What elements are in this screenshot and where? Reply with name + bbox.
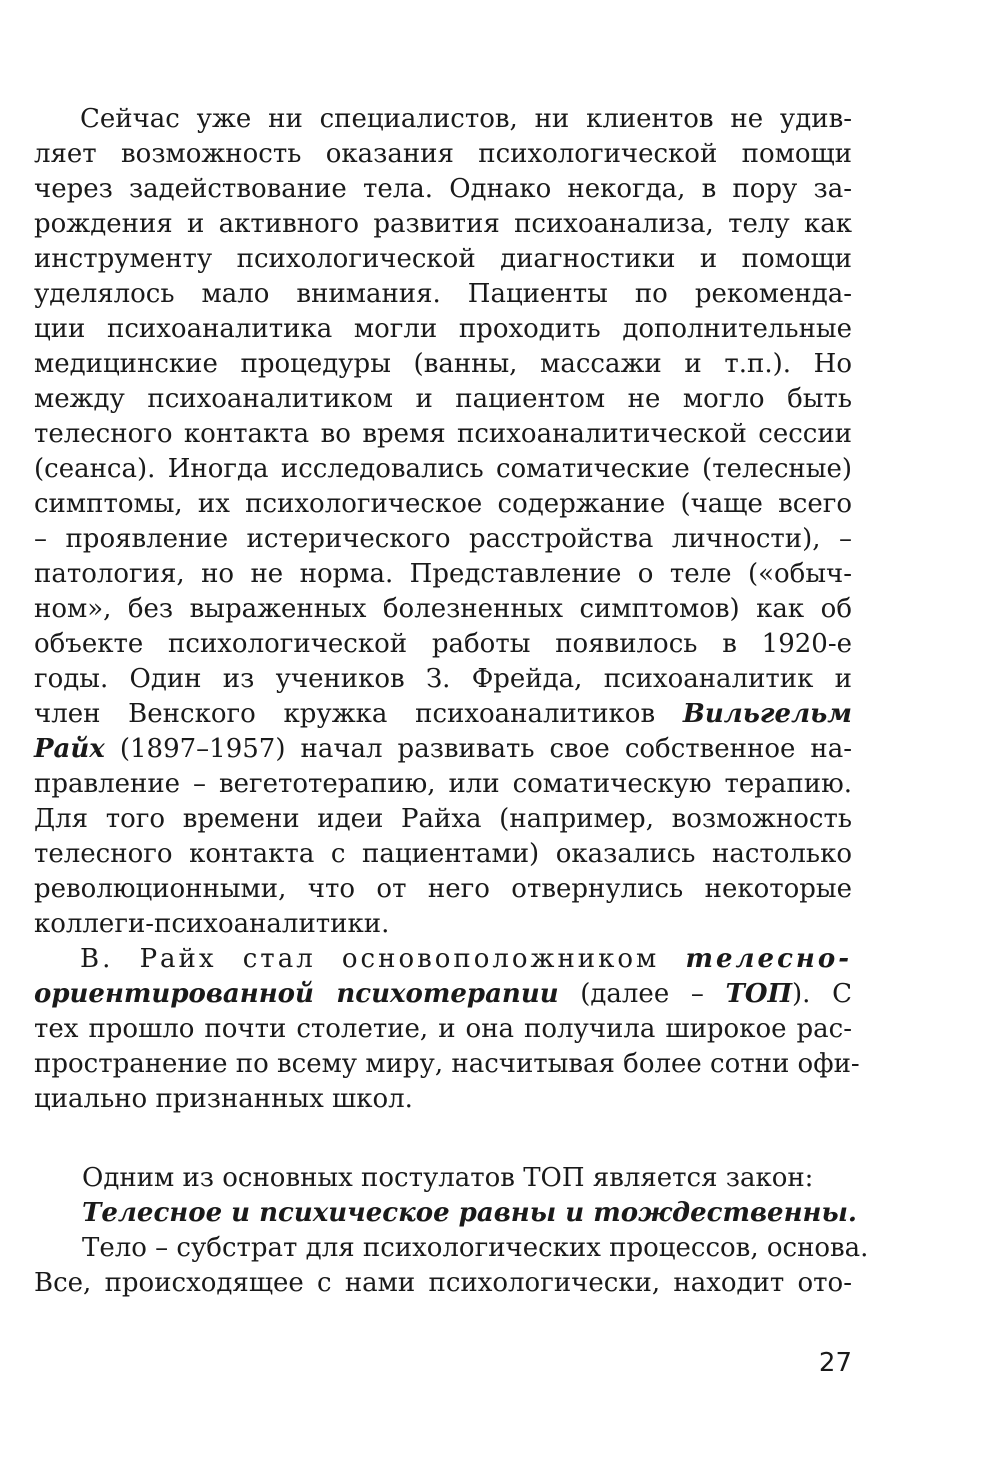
law-section <box>34 1161 869 1301</box>
emphasized-abbreviation: ТОП <box>725 979 793 1009</box>
text-line <box>34 697 852 732</box>
emphasized-term: ориентированной психотерапии <box>34 979 559 1009</box>
text-line: Одним из основных постулатов ТОП является закон: <box>82 1163 814 1193</box>
emphasized-term: телесно- <box>685 944 852 974</box>
text-line: симптомы, их психологическое содержание (чаще всего <box>34 489 852 519</box>
text-line: Все, происходящее с нами психологически, находит ото- <box>34 1268 852 1298</box>
emphasized-name: Райх <box>34 734 105 764</box>
text-line: (сеанса). Иногда исследовались соматические (телесные) <box>34 454 852 484</box>
text-line: телесного контакта с пациентами) оказались настолько <box>34 839 852 869</box>
text-line: тех прошло почти столетие, и она получила широкое рас- <box>34 1014 852 1044</box>
text-line: годы. Один из учеников З. Фрейда, психоаналитик и <box>34 664 852 694</box>
page-number: 27 <box>818 1348 852 1378</box>
text-line: инструменту психологической диагностики и помощи <box>34 244 852 274</box>
text-line: уделялось мало внимания. Пациенты по рекоменда- <box>34 279 852 309</box>
text-fragment: В. Райх стал основоположником <box>80 944 686 974</box>
text-line: через задействование тела. Однако некогда, в пору за- <box>34 174 852 204</box>
text-line <box>34 942 852 977</box>
text-line: ции психоаналитика могли проходить дополнительные <box>34 314 852 344</box>
text-line: Тело – субстрат для психологических процессов, основа. <box>82 1233 869 1263</box>
text-fragment: (далее – <box>558 979 726 1009</box>
text-line: циально признанных школ. <box>34 1084 413 1114</box>
law-statement: Телесное и психическое равны и тождественны. <box>82 1198 857 1228</box>
text-line: Для того времени идеи Райха (например, возможность <box>34 804 852 834</box>
main-text <box>34 102 860 1117</box>
text-fragment: ). С <box>792 979 852 1009</box>
text-line <box>34 977 852 1012</box>
text-line: Сейчас уже ни специалистов, ни клиентов не удив- <box>80 104 852 134</box>
text-fragment: (1897–1957) начал развивать свое собственное на- <box>104 734 852 764</box>
text-line <box>34 732 852 767</box>
emphasized-name: Вильгельм <box>682 699 852 729</box>
text-line: патология, но не норма. Представление о теле («обыч- <box>34 559 852 589</box>
text-line: рождения и активного развития психоанализа, телу как <box>34 209 852 239</box>
text-line: между психоаналитиком и пациентом не могло быть <box>34 384 852 414</box>
text-line: пространение по всему миру, насчитывая более сотни офи- <box>34 1049 860 1079</box>
text-line: телесного контакта во время психоаналитической сессии <box>34 419 852 449</box>
text-line: объекте психологической работы появилось в 1920-е <box>34 629 852 659</box>
text-line: коллеги-психоаналитики. <box>34 909 390 939</box>
text-line: ляет возможность оказания психологической помощи <box>34 139 852 169</box>
text-line: ном», без выраженных болезненных симптомов) как об <box>34 594 852 624</box>
text-line: революционными, что от него отвернулись некоторые <box>34 874 852 904</box>
text-fragment: член Венского кружка психоаналитиков <box>34 699 683 729</box>
text-line: – проявление истерического расстройства личности), – <box>34 524 852 554</box>
text-line: правление – вегетотерапию, или соматическую терапию. <box>34 769 852 799</box>
text-line: медицинские процедуры (ванны, массажи и т.п.). Но <box>34 349 852 379</box>
